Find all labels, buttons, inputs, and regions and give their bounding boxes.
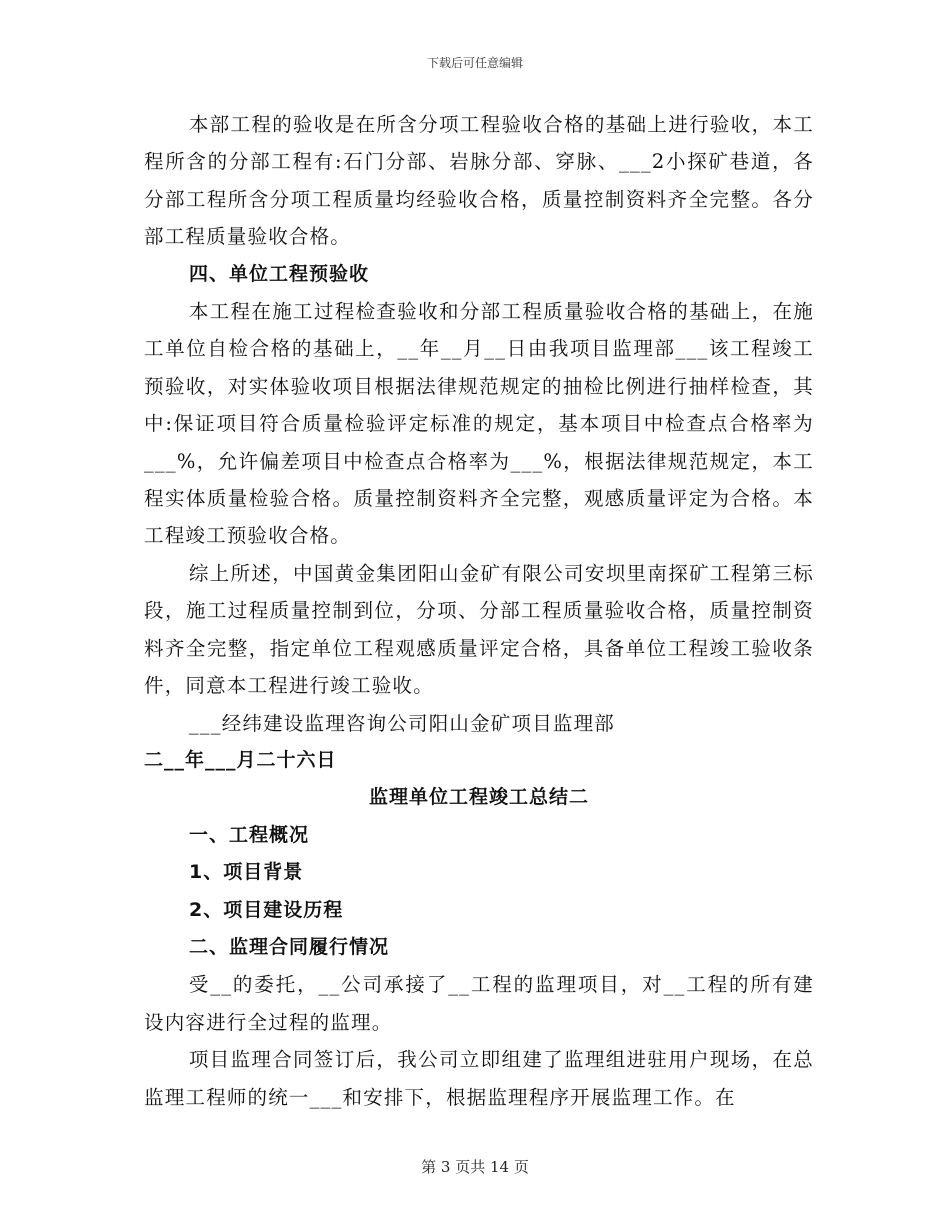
page-footer: 第 3 页共 14 页 <box>421 1158 529 1176</box>
heading-project-overview: 一、工程概况 <box>189 823 310 846</box>
paragraph-summary: 综上所述，中国黄金集团阳山金矿有限公司安坝里南探矿工程第三标段，施工过程质量控制到位，分项、分部工程质量验收合格，质量控制资料齐全完整，指定单位工程观感质量评定合格，具备单位工程竣工验收条件，同意本工程进行竣工验收。 <box>144 561 814 698</box>
page-header: 下载后可任意编辑 <box>426 56 523 70</box>
paragraph-signature: ___经纬建设监理咨询公司阳山金矿项目监理部 <box>188 711 615 735</box>
section-title: 监理单位工程竣工总结二 <box>368 786 589 809</box>
document-body <box>144 106 814 1116</box>
heading-project-background: 1、项目背景 <box>189 861 304 884</box>
heading-unit-pre-acceptance: 四、单位工程预验收 <box>189 262 370 285</box>
paragraph-pre-acceptance: 本工程在施工过程检查验收和分部工程质量验收合格的基础上，在施工单位自检合格的基础上，__年__月__日由我项目监理部___该工程竣工预验收，对实体验收项目根据法律规范规定的抽检比例进行抽样检查，其中:保证项目符合质量检验评定标准的规定，基本项目中检查点合格率为___%，允许偏差项目中检查点合格率为___%，根据法律规范规定，本工程实体质量检验合格。质量控制资料齐全完整，观感质量评定为合格。本工程竣工预验收合格。 <box>144 300 814 548</box>
date-line: 二__年___月二十六日 <box>144 748 337 771</box>
paragraph-commission: 受__的委托，__公司承接了__工程的监理项目，对__工程的所有建设内容进行全过程的监理。 <box>144 973 814 1034</box>
heading-contract-performance: 二、监理合同履行情况 <box>189 935 390 958</box>
paragraph-subsection-acceptance: 本部工程的验收是在所含分项工程验收合格的基础上进行验收，本工程所含的分部工程有:石门分部、岩脉分部、穿脉、___2小探矿巷道，各分部工程所含分项工程质量均经验收合格，质量控制资料齐全完整。各分部工程质量验收合格。 <box>144 113 814 249</box>
paragraph-contract-signed: 项目监理合同签订后，我公司立即组建了监理组进驻用户现场，在总监理工程师的统一___和安排下，根据监理程序开展监理工作。在 <box>144 1048 814 1109</box>
heading-construction-history: 2、项目建设历程 <box>189 898 344 921</box>
